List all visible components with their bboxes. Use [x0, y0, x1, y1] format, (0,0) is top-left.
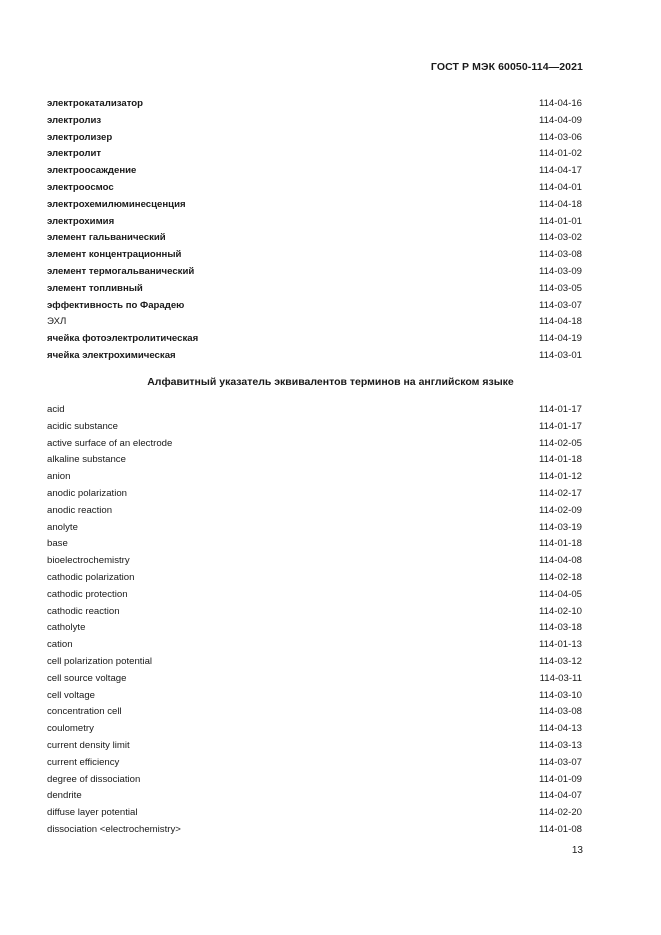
index-entry	[47, 452, 582, 469]
index-entry	[47, 197, 582, 214]
index-entry	[47, 247, 582, 264]
index-code: 114-03-02	[538, 232, 582, 244]
index-entry	[47, 402, 582, 419]
index-code: 114-03-13	[538, 739, 582, 751]
index-code: 114-04-18	[538, 316, 582, 328]
index-code: 114-03-05	[538, 282, 582, 294]
index-entry	[47, 419, 582, 436]
index-entry	[47, 113, 582, 130]
index-code: 114-01-08	[538, 823, 582, 835]
russian-term-index	[47, 96, 582, 365]
index-entry	[47, 772, 582, 789]
index-term: anodic polarization	[47, 487, 128, 499]
index-term: электролит	[47, 148, 102, 160]
page-header: ГОСТ Р МЭК 60050-114—2021	[430, 61, 583, 73]
index-term: элемент концентрационный	[47, 249, 182, 261]
index-code: 114-01-13	[538, 639, 582, 651]
index-code: 114-01-12	[538, 471, 582, 483]
index-term: catholyte	[47, 622, 86, 634]
index-code: 114-04-18	[538, 198, 582, 210]
index-term: cation	[47, 639, 73, 651]
index-code: 114-04-01	[538, 181, 582, 193]
index-term: active surface of an electrode	[47, 437, 173, 449]
index-entry	[47, 348, 582, 365]
index-code: 114-04-07	[538, 790, 582, 802]
index-term: ячейка фотоэлектролитическая	[47, 333, 199, 345]
index-code: 114-03-19	[538, 521, 582, 533]
index-code: 114-03-10	[538, 689, 582, 701]
index-entry	[47, 436, 582, 453]
index-term: cell polarization potential	[47, 655, 153, 667]
index-code: 114-03-07	[538, 299, 582, 311]
index-code: 114-02-17	[538, 487, 582, 499]
index-term: электрокатализатор	[47, 98, 144, 109]
index-code: 114-03-12	[538, 655, 582, 667]
index-entry	[47, 755, 582, 772]
index-entry	[47, 146, 582, 163]
index-term: электролизер	[47, 131, 113, 143]
index-term: cathodic protection	[47, 588, 128, 600]
index-term: anolyte	[47, 521, 78, 533]
index-code: 114-01-18	[538, 538, 582, 550]
index-term: acid	[47, 404, 65, 415]
index-code: 114-01-17	[538, 404, 582, 415]
index-code: 114-02-10	[538, 605, 582, 617]
index-entry	[47, 620, 582, 637]
index-term: эффективность по Фарадею	[47, 299, 185, 311]
index-term: электроосаждение	[47, 165, 137, 177]
index-term: электролиз	[47, 114, 102, 126]
index-code: 114-04-05	[538, 588, 582, 600]
index-code: 114-02-18	[538, 571, 582, 583]
index-entry	[47, 688, 582, 705]
index-code: 114-03-06	[538, 131, 582, 143]
index-entry	[47, 637, 582, 654]
index-code: 114-04-19	[538, 333, 582, 345]
english-term-index	[47, 402, 582, 839]
index-code: 114-04-13	[538, 723, 582, 735]
index-entry	[47, 788, 582, 805]
index-term: anodic reaction	[47, 504, 113, 516]
index-term: элемент термогальванический	[47, 265, 195, 277]
index-entry	[47, 469, 582, 486]
index-entry	[47, 704, 582, 721]
index-entry	[47, 721, 582, 738]
index-term: электрохимия	[47, 215, 115, 227]
index-entry	[47, 163, 582, 180]
index-term: dissociation <electrochemistry>	[47, 823, 181, 835]
index-term: dendrite	[47, 790, 82, 802]
index-term: concentration cell	[47, 706, 122, 718]
index-code: 114-02-05	[538, 437, 582, 449]
index-entry	[47, 822, 582, 839]
index-code: 114-01-02	[538, 148, 582, 160]
index-entry	[47, 96, 582, 113]
index-term: элемент гальванический	[47, 232, 166, 244]
index-entry	[47, 230, 582, 247]
index-code: 114-03-08	[538, 706, 582, 718]
index-code: 114-03-11	[539, 672, 582, 684]
index-term: cell source voltage	[47, 672, 127, 684]
index-term: acidic substance	[47, 420, 118, 432]
index-entry	[47, 130, 582, 147]
index-entry	[47, 298, 582, 315]
index-entry	[47, 805, 582, 822]
index-code: 114-03-18	[538, 622, 582, 634]
index-entry	[47, 503, 582, 520]
index-code: 114-01-17	[538, 420, 582, 432]
index-term: alkaline substance	[47, 454, 126, 466]
index-term: base	[47, 538, 68, 550]
index-entry	[47, 553, 582, 570]
index-entry	[47, 570, 582, 587]
index-entry	[47, 587, 582, 604]
index-entry	[47, 671, 582, 688]
index-code: 114-03-01	[538, 349, 582, 361]
index-term: coulometry	[47, 723, 94, 735]
index-term: diffuse layer potential	[47, 807, 138, 819]
index-entry	[47, 604, 582, 621]
index-entry	[47, 180, 582, 197]
page-number: 13	[571, 845, 583, 856]
index-code: 114-03-09	[538, 265, 582, 277]
index-entry	[47, 281, 582, 298]
index-code: 114-03-07	[538, 756, 582, 768]
index-term: cathodic reaction	[47, 605, 120, 617]
index-term: bioelectrochemistry	[47, 555, 130, 567]
index-code: 114-04-16	[538, 98, 582, 109]
index-term: anion	[47, 471, 71, 483]
index-entry	[47, 520, 582, 537]
index-entry	[47, 738, 582, 755]
index-term: cathodic polarization	[47, 571, 135, 583]
index-code: 114-01-18	[538, 454, 582, 466]
index-term: cell voltage	[47, 689, 95, 701]
index-term: current efficiency	[47, 756, 120, 768]
index-entry	[47, 214, 582, 231]
index-code: 114-04-17	[538, 165, 582, 177]
index-entry	[47, 486, 582, 503]
index-code: 114-03-08	[538, 249, 582, 261]
index-entry	[47, 654, 582, 671]
index-code: 114-02-09	[538, 504, 582, 516]
index-term: электрохемилюминесценция	[47, 198, 186, 210]
index-term: current density limit	[47, 739, 130, 751]
index-entry	[47, 314, 582, 331]
index-entry	[47, 536, 582, 553]
index-code: 114-02-20	[538, 807, 582, 819]
index-term: ЭХЛ	[47, 316, 67, 328]
index-entry	[47, 264, 582, 281]
index-code: 114-04-09	[538, 114, 582, 126]
english-index-title: Алфавитный указатель эквивалентов терминов на английском языке	[147, 376, 514, 388]
index-code: 114-01-09	[538, 773, 582, 785]
index-term: ячейка электрохимическая	[47, 349, 176, 361]
index-code: 114-04-08	[538, 555, 582, 567]
index-code: 114-01-01	[538, 215, 582, 227]
index-term: электроосмос	[47, 181, 114, 193]
index-term: элемент топливный	[47, 282, 143, 294]
index-entry	[47, 331, 582, 348]
index-term: degree of dissociation	[47, 773, 141, 785]
